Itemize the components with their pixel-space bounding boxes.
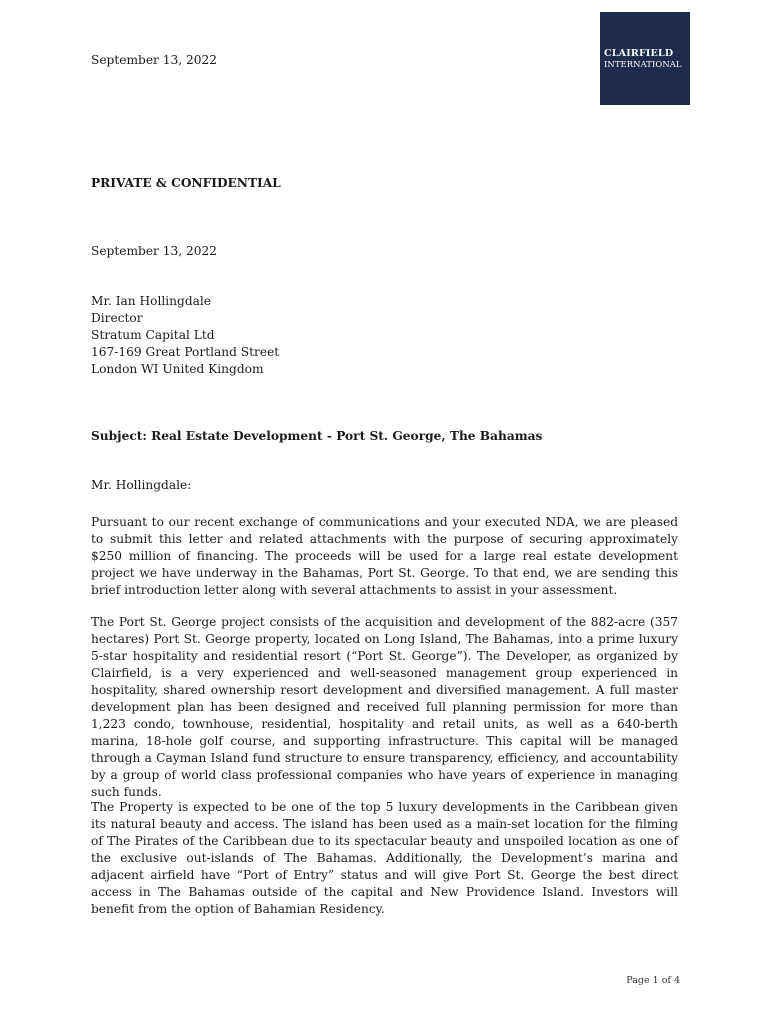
recipient-city: London WI United Kingdom <box>91 362 264 376</box>
logo-line-1: CLAIRFIELD <box>604 48 674 59</box>
logo-line-2: INTERNATIONAL <box>604 59 682 69</box>
recipient-street: 167-169 Great Portland Street <box>91 345 280 359</box>
clairfield-logo <box>600 12 690 105</box>
body-paragraph-3: The Property is expected to be one of the top 5 luxury developments in the Caribbean given its natural beauty and access. The island has been used as a main-set location for the filming of The Pirates of the Caribbean due to its spectacular beauty and unspoiled location as one of the exclusive out-islands of The Bahamas. Additionally, the Development’s marina and adjacent airfield have “Port of Entry” status and will give Port St. George the best direct access in The Bahamas outside of the capital and New Providence Island. Investors will benefit from the option of Bahamian Residency. <box>91 800 678 916</box>
subject-line: Subject: Real Estate Development - Port St. George, The Bahamas <box>91 429 543 443</box>
letter-date: September 13, 2022 <box>91 244 218 258</box>
recipient-name: Mr. Ian Hollingdale <box>91 294 212 308</box>
recipient-title: Director <box>91 311 143 325</box>
recipient-address <box>91 293 678 378</box>
header-date: September 13, 2022 <box>91 53 218 67</box>
page-number: Page 1 of 4 <box>626 975 680 986</box>
salutation: Mr. Hollingdale: <box>91 478 192 492</box>
body-paragraph-1: Pursuant to our recent exchange of communications and your executed NDA, we are pleased to submit this letter and related attachments with the purpose of securing approximately $250 million of financing. The proceeds will be used for a large real estate development project we have underway in the Bahamas, Port St. George. To that end, we are sending this brief introduction letter along with several attachments to assist in your assessment. <box>91 515 678 597</box>
confidential-heading: PRIVATE & CONFIDENTIAL <box>91 176 281 190</box>
body-paragraph-2: The Port St. George project consists of the acquisition and development of the 882-acre (357 hectares) Port St. George property, located on Long Island, The Bahamas, into a prime luxury 5-star hospitality and residential resort (“Port St. George”). The Developer, as organized by Clairfield, is a very experienced and well-seasoned management group experienced in hospitality, shared ownership resort development and diversified management. A full master development plan has been designed and received full planning permission for more than 1,223 condo, townhouse, residential, hospitality and retail units, as well as a 640-berth marina, 18-hole golf course, and supporting infrastructure. This capital will be managed through a Cayman Island fund structure to ensure transparency, efficiency, and accountability by a group of world class professional companies who have years of experience in managing such funds. <box>91 615 678 799</box>
recipient-company: Stratum Capital Ltd <box>91 328 215 342</box>
